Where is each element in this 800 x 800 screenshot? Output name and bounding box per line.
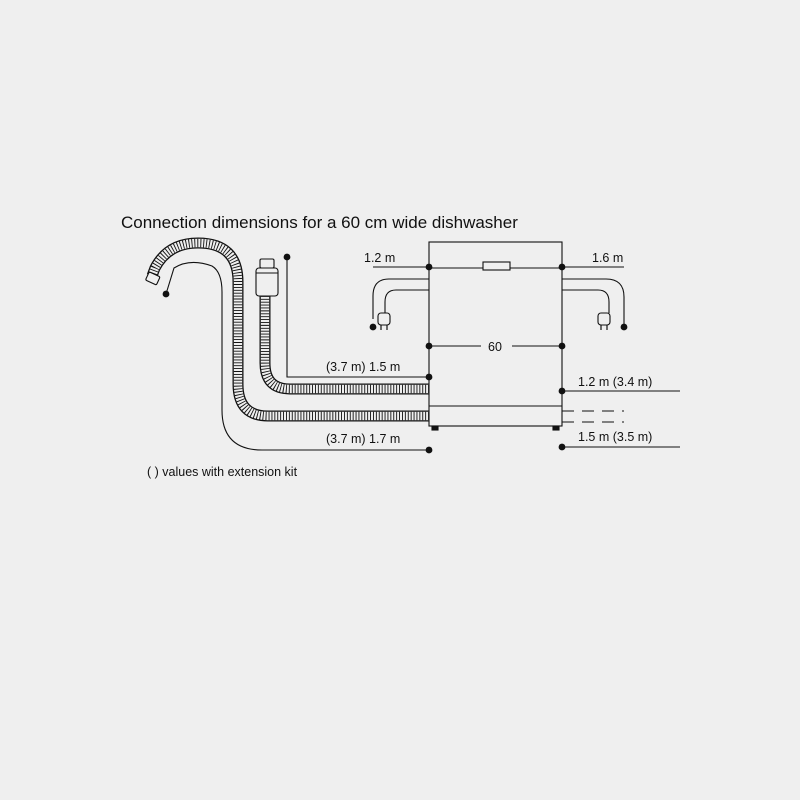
drain-dimension-line: [287, 257, 429, 377]
right-cable-label: 1.6 m: [592, 251, 624, 265]
left-power-cable: [373, 267, 429, 319]
diagram-title: Connection dimensions for a 60 cm wide dishwasher: [121, 213, 518, 232]
siphon-connector-icon: [256, 259, 278, 296]
right-upper-hose-label: 1.2 m (3.4 m): [578, 375, 653, 389]
drain-hose-label: (3.7 m) 1.5 m: [326, 360, 401, 374]
dimension-dots: [163, 254, 628, 454]
width-label: 60: [488, 340, 502, 354]
left-plug-icon: [378, 313, 390, 330]
extension-kit-note: ( ) values with extension kit: [147, 465, 298, 479]
drain-hose: [265, 296, 429, 389]
right-lower-hose-label: 1.5 m (3.5 m): [578, 430, 653, 444]
inlet-dimension-line: [166, 262, 429, 450]
right-plug-icon: [598, 313, 610, 330]
left-cable-label: 1.2 m: [364, 251, 396, 265]
dishwasher-outline: [429, 242, 562, 430]
right-power-cable: [562, 267, 624, 327]
inlet-hose-label: (3.7 m) 1.7 m: [326, 432, 401, 446]
